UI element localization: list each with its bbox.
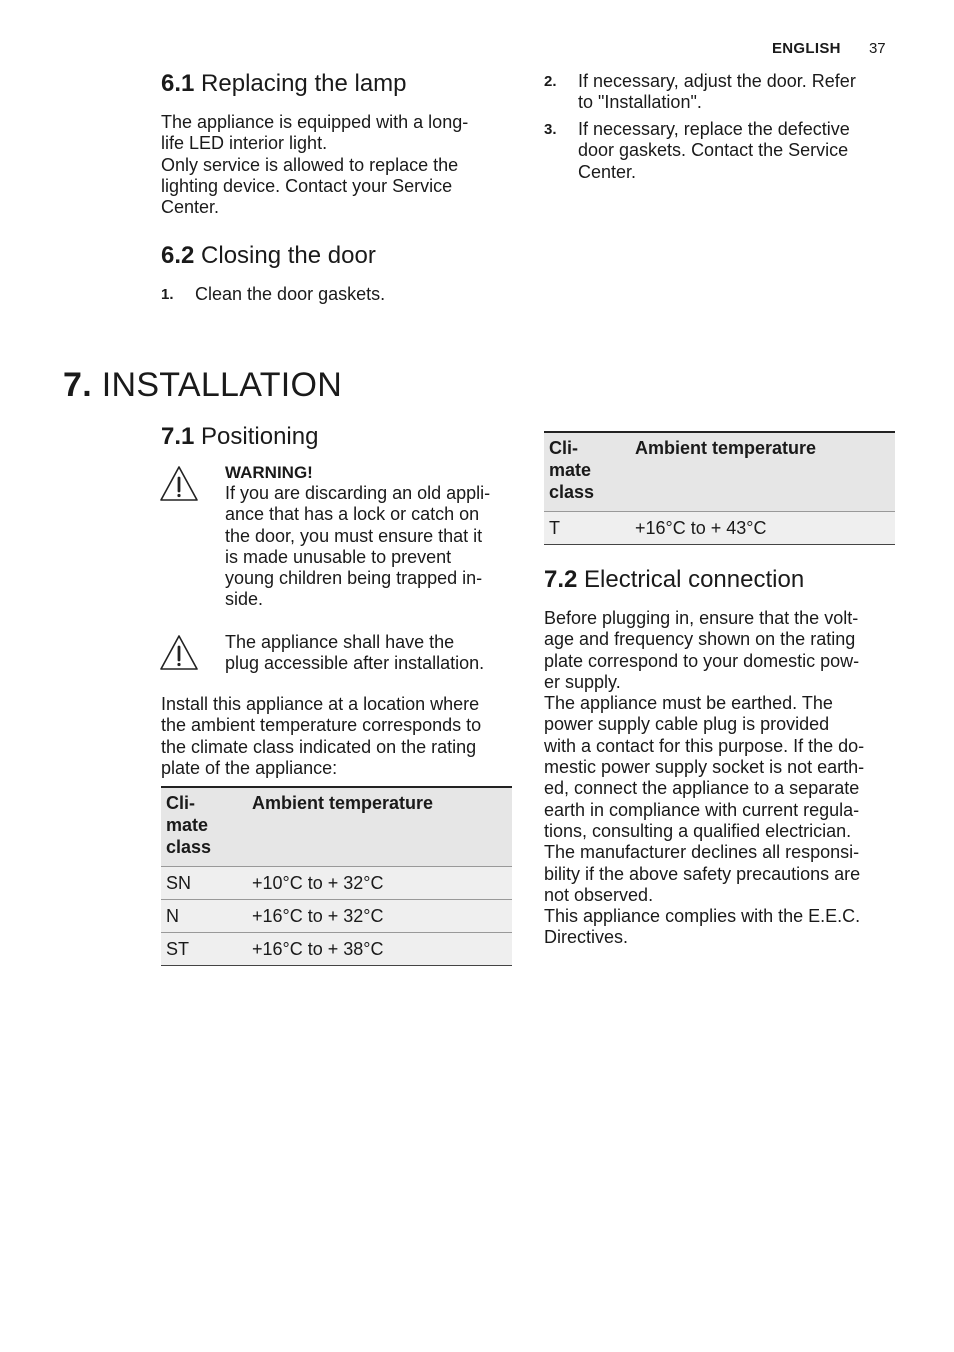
temperature-cell: +10°C to + 32°C: [247, 867, 512, 900]
table-row: [161, 900, 512, 933]
step-item-1: [161, 284, 506, 308]
step-item-3: [544, 119, 889, 185]
climate-class-table: [161, 786, 512, 966]
page-number: 37: [868, 40, 886, 57]
column-header-climate-class: Cli- mate class: [544, 432, 630, 512]
chapter-7-heading: [63, 366, 342, 405]
step-item-2: [544, 71, 889, 117]
step-number: 1.: [161, 286, 174, 303]
section-6-1-heading: [161, 70, 407, 98]
section-7-2-heading: [544, 566, 804, 594]
step-text: If necessary, adjust the door. Refer to "Installation".: [578, 71, 856, 113]
climate-class-cell: ST: [161, 933, 247, 966]
section-7-1-body: Install this appliance at a location where the ambient temperature corresponds to the climate class indicated on the rating plate of the appliance:: [161, 694, 482, 778]
caution-icon: [159, 634, 199, 672]
warning-title: WARNING!: [225, 463, 313, 482]
section-title: Positioning: [201, 423, 319, 450]
column-header-ambient-temperature: Ambient temperature: [630, 432, 895, 512]
step-text: Clean the door gaskets.: [195, 284, 386, 304]
page-header: [772, 40, 886, 57]
section-6-2-heading: [161, 242, 376, 270]
step-text: If necessary, replace the defective door gaskets. Contact the Service Center.: [578, 119, 850, 182]
column-header-climate-class: Cli- mate class: [161, 787, 247, 867]
section-number: 6.1: [161, 70, 195, 97]
table-header-row: [161, 787, 512, 867]
caution-text: The appliance shall have the plug accessible after installation.: [225, 632, 485, 674]
warning-block: [225, 463, 515, 611]
table-row: [161, 933, 512, 966]
climate-class-cell: SN: [161, 867, 247, 900]
temperature-cell: +16°C to + 43°C: [630, 512, 895, 545]
step-number: 2.: [544, 73, 557, 90]
section-number: 6.2: [161, 242, 195, 269]
section-6-1-body: The appliance is equipped with a long- life LED interior light. Only service is allowed to replace the lighting device. Contact your Service Center.: [161, 112, 469, 218]
climate-class-cell: N: [161, 900, 247, 933]
section-number: 7.2: [544, 566, 578, 593]
section-title: Electrical connection: [584, 566, 805, 593]
warning-icon: [159, 465, 199, 503]
chapter-title: INSTALLATION: [101, 366, 343, 404]
warning-text: If you are discarding an old appli- ance that has a lock or catch on the door, you must ensure that it is made unusable to prevent young children being trapped in- side.: [225, 483, 491, 610]
section-7-1-heading: [161, 423, 318, 451]
temperature-cell: +16°C to + 32°C: [247, 900, 512, 933]
climate-class-table-continued: [544, 431, 895, 545]
column-header-ambient-temperature: Ambient temperature: [247, 787, 512, 867]
table-header-row: [544, 432, 895, 512]
temperature-cell: +16°C to + 38°C: [247, 933, 512, 966]
table-row: [544, 512, 895, 545]
section-title: Replacing the lamp: [201, 70, 407, 97]
chapter-number: 7.: [63, 366, 92, 404]
section-7-2-body: Before plugging in, ensure that the volt- age and frequency shown on the rating plate correspond to your domestic pow- er supply. The appliance must be earthed. The power supply cable plug is provided with a contact for this purpose. If the do- mestic power supply socket is not earth- ed, connect the appliance to a separate earth in compliance with current regula- tions, consulting a qualified electrician. The manufacturer declines all responsi- bility if the above safety precautions are not observed. This appliance complies with the E.E.C. Directives.: [544, 608, 865, 948]
step-number: 3.: [544, 121, 557, 138]
section-number: 7.1: [161, 423, 195, 450]
header-language: ENGLISH: [772, 40, 841, 57]
table-row: [161, 867, 512, 900]
section-title: Closing the door: [201, 242, 376, 269]
climate-class-cell: T: [544, 512, 630, 545]
